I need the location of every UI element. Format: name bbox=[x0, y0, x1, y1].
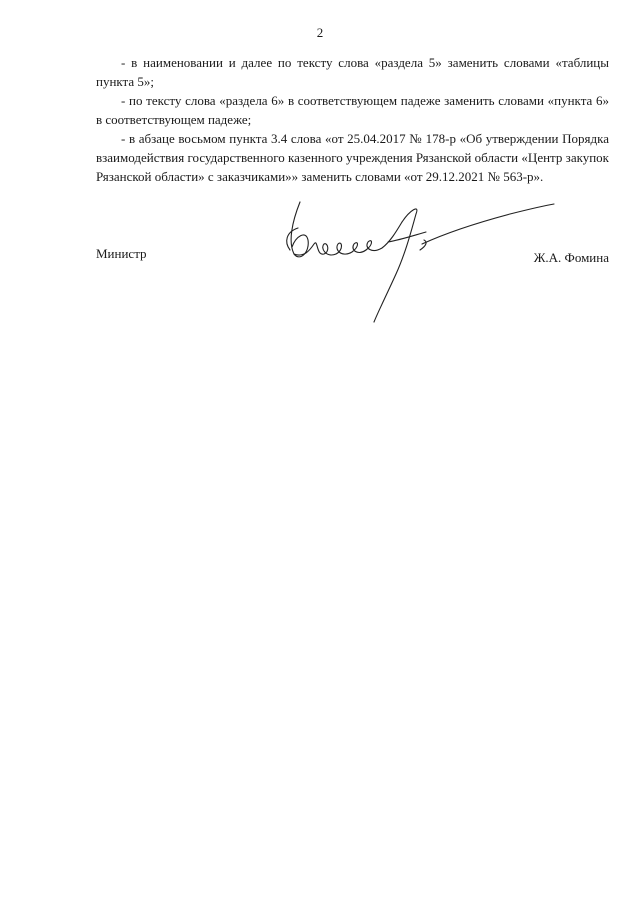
paragraph-1: - в наименовании и далее по тексту слова «раздела 5» заменить словами «таблицы пункта 5»; bbox=[96, 55, 609, 89]
paragraph-3: - в абзаце восьмом пункта 3.4 слова «от 25.04.2017 № 178-р «Об утверждении Порядка взаимодействия государственного казенного учреждения Рязанской области «Центр закупок Рязанской области» с заказчиками»» заменить словами «от 29.12.2021 № 563-р». bbox=[96, 131, 609, 184]
signer-title: Министр bbox=[96, 246, 147, 261]
signature-block bbox=[96, 240, 609, 266]
document-body bbox=[96, 53, 609, 186]
page-number: 2 bbox=[316, 25, 324, 40]
signer-name: Ж.А. Фомина bbox=[533, 250, 609, 265]
paragraph-2: - по тексту слова «раздела 6» в соответствующем падеже заменить словами «пункта 6» в соответствующем падеже; bbox=[96, 93, 609, 127]
